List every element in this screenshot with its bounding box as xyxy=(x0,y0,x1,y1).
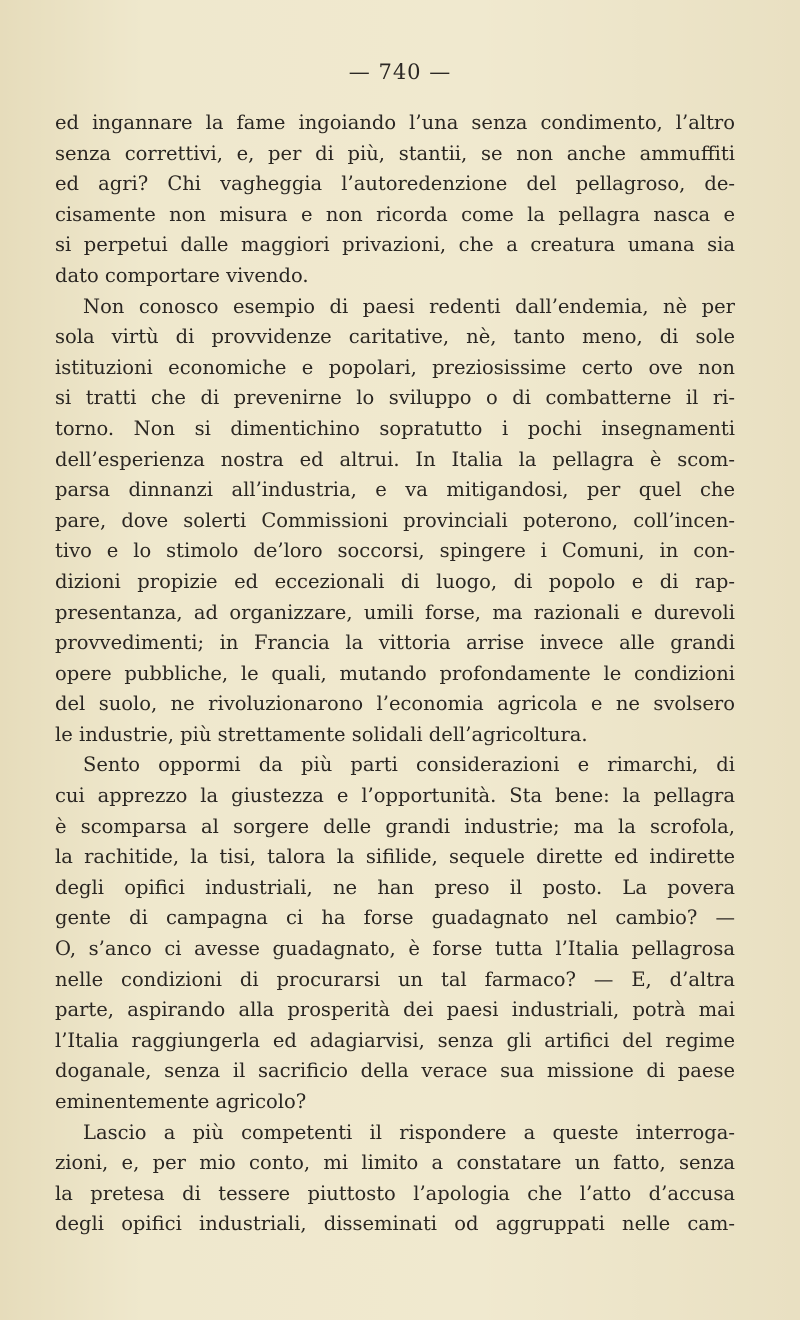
text-line: cisamente non misura e non ricorda come la pellagra nasca e xyxy=(55,202,735,226)
text-line: degli opifici industriali, ne han preso il posto. La povera xyxy=(55,875,735,899)
text-line: opere pubbliche, le quali, mutando profondamente le condizioni xyxy=(55,661,735,685)
paragraph-start-line: Sento oppormi da più parti considerazioni e rimarchi, di xyxy=(83,753,735,777)
text-line: si tratti che di prevenirne lo sviluppo o di combatterne il ri- xyxy=(55,386,735,410)
text-line: presentanza, ad organizzare, umili forse, ma razionali e durevoli xyxy=(55,600,735,624)
text-line: cui apprezzo la giustezza e l’opportunità. Sta bene: la pellagra xyxy=(55,784,735,808)
text-line: è scomparsa al sorgere delle grandi industrie; ma la scrofola, xyxy=(55,814,735,838)
text-line: dato comportare vivendo. xyxy=(55,263,309,287)
text-line: nelle condizioni di procurarsi un tal farmaco? — E, d’altra xyxy=(55,967,735,991)
text-line: senza correttivi, e, per di più, stantii, se non anche ammuffiti xyxy=(55,141,735,165)
paragraph-start-line: Non conosco esempio di paesi redenti dall’endemia, nè per xyxy=(83,294,735,318)
text-line: sola virtù di provvidenze caritative, nè, tanto meno, di sole xyxy=(55,325,735,349)
paragraph-start-line: Lascio a più competenti il rispondere a queste interroga- xyxy=(83,1120,735,1144)
text-line: del suolo, ne rivoluzionarono l’economia agricola e ne svolsero xyxy=(55,692,735,716)
body-text xyxy=(55,108,735,1240)
text-line: tivo e lo stimolo de’loro soccorsi, spingere i Comuni, in con- xyxy=(55,539,735,563)
page-number: — 740 — xyxy=(348,60,452,84)
text-line: O, s’anco ci avesse guadagnato, è forse tutta l’Italia pellagrosa xyxy=(55,937,735,961)
text-line: pare, dove solerti Commissioni provinciali poterono, coll’incen- xyxy=(55,508,735,532)
text-line: parte, aspirando alla prosperità dei paesi industriali, potrà mai xyxy=(55,998,735,1022)
text-line: l’Italia raggiungerla ed adagiarvisi, senza gli artifici del regime xyxy=(55,1028,735,1052)
text-line: la rachitide, la tisi, talora la sifilide, sequele dirette ed indirette xyxy=(55,845,735,869)
text-line: ed agri? Chi vagheggia l’autoredenzione del pellagroso, de- xyxy=(55,172,735,196)
text-line: provvedimenti; in Francia la vittoria arrise invece alle grandi xyxy=(55,631,735,655)
text-line: degli opifici industriali, disseminati od aggruppati nelle cam- xyxy=(55,1212,735,1236)
text-line: si perpetui dalle maggiori privazioni, che a creatura umana sia xyxy=(55,233,735,257)
text-line: la pretesa di tessere piuttosto l’apologia che l’atto d’accusa xyxy=(55,1181,735,1205)
text-line: ed ingannare la fame ingoiando l’una senza condimento, l’altro xyxy=(55,111,735,134)
text-line: torno. Non si dimentichino sopratutto i pochi insegnamenti xyxy=(55,416,735,440)
text-line: le industrie, più strettamente solidali dell’agricoltura. xyxy=(55,722,588,746)
text-line: gente di campagna ci ha forse guadagnato nel cambio? — xyxy=(55,906,735,930)
text-line: doganale, senza il sacrificio della verace sua missione di paese xyxy=(55,1059,735,1083)
text-line: zioni, e, per mio conto, mi limito a constatare un fatto, senza xyxy=(55,1151,735,1175)
text-line: istituzioni economiche e popolari, preziosissime certo ove non xyxy=(55,355,735,379)
text-line: parsa dinnanzi all’industria, e va mitigandosi, per quel che xyxy=(55,478,735,502)
text-line: eminentemente agricolo? xyxy=(55,1090,307,1113)
text-line: dizioni propizie ed eccezionali di luogo, di popolo e di rap- xyxy=(55,569,735,593)
text-line: dell’esperienza nostra ed altrui. In Italia la pellagra è scom- xyxy=(55,447,735,471)
